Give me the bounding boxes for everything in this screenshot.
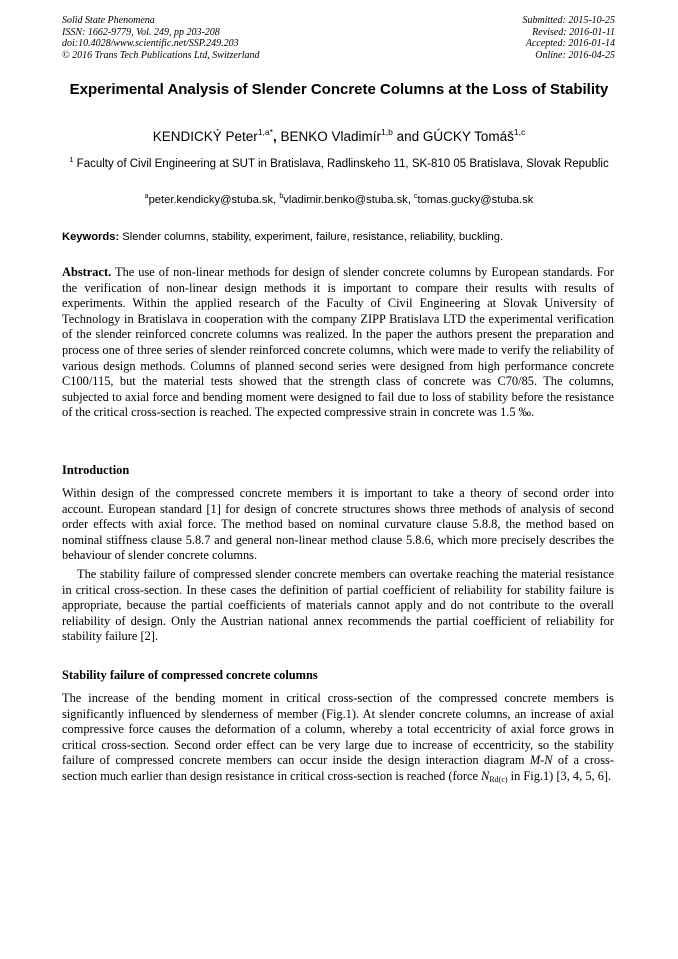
email-mark: c [414,193,418,200]
affiliation-text: Faculty of Civil Engineering at SUT in Bratislava, Radlinskeho 11, SK-810 05 Bratislava, Slovak Republic [73,158,609,170]
email-link[interactable]: tomas.gucky@stuba.sk [417,194,534,206]
publication-dates [523,15,616,61]
introduction-paragraph: The stability failure of compressed slender concrete members can overtake reaching the material resistance in critical cross-section. In these cases the definition of partial coefficient of reliability for stability failure is appropriate, because the partial coefficients of materials cannot apply and do not contribute to the overall reliability of design. Only the Austrian national annex recommends the partial coefficient of reliability for stability failure [2]. [62,567,614,644]
abstract [62,265,614,421]
paper-title: Experimental Analysis of Slender Concrete Columns at the Loss of Stability [69,81,609,98]
author-list [62,128,616,145]
author-affil-mark: 1,b [380,127,393,137]
introduction-paragraph: Within design of the compressed concrete members it is important to take a theory of second order into account. European standard [1] for design of concrete structures shows three methods of analysis of second order effects with axial force. The method based on nominal curvature clause 5.8.8, the method based on nominal stiffness clause 5.8.7 and general non-linear method clause 5.8.6, which more precisely describes the behaviour of slender concrete columns. [62,486,614,563]
email-mark: b [279,193,284,200]
force-subscript: Rd(c) [489,774,508,784]
author-name: KENDICKÝ Peter [152,129,258,144]
journal-copyright: © 2016 Trans Tech Publications Ltd, Switzerland [62,49,260,61]
keywords [62,230,616,244]
journal-issn: ISSN: 1662-9779, Vol. 249, pp 203-208 [62,26,220,38]
force-symbol: N [481,768,490,783]
email-separator: , [273,194,280,206]
author-emails [62,193,616,207]
section-heading-stability: Stability failure of compressed concrete columns [62,668,318,682]
diagram-symbol: M-N [529,753,553,768]
author-name: BENKO Vladimír [280,129,381,144]
revised-date: Revised: 2016-01-11 [532,26,615,38]
email-link[interactable]: vladimir.benko@stuba.sk [283,194,408,206]
paragraph-text: The increase of the bending moment in critical cross-section of the compressed concrete members is significantly influenced by slenderness of member (Fig.1). At slender concrete columns, an increase of axial compressive force causes the deformation of a column, whereby a total eccentricity of axial force grows in critical cross-section. Second order effect can be very large due to increase of eccentricity, so the stability failure of compressed concrete members can occur inside the design interaction diagram [62,691,614,768]
accepted-date: Accepted: 2016-01-14 [525,38,615,49]
journal-name: Solid State Phenomena [62,15,155,26]
keywords-text: Slender columns, stability, experiment, failure, resistance, reliability, buckling. [119,231,504,243]
submitted-date: Submitted: 2015-10-25 [522,15,615,26]
author-affil-mark: 1,c [513,127,526,137]
abstract-text: The use of non-linear methods for design of slender concrete columns by European standards. For the verification of non-linear design methods it is important to compare their results with results of experiments. Within the applied research of the Faculty of Civil Engineering at Slovak University of Technology in Bratislava in cooperation with the company ZIPP Bratislava LTD the experimental verification of the slender reinforced concrete columns was realized. In the paper the authors present the preparation and process one of three series of slender reinforced concrete columns, which were made to verify the reliability of various design methods. Columns of planned second series were designed from high performance concrete C100/115, but the material tests showed that the strength class of concrete was C70/85. The columns, subjected to axial force and bending moment were designed to fail due to loss of stability before the resistance of the critical cross-section is reached. The expected compressive strain in concrete was 1.5 ‰. [62,265,614,420]
affiliation [66,157,612,172]
section-heading-introduction: Introduction [62,463,130,477]
email-link[interactable]: peter.kendicky@stuba.sk [148,194,274,206]
stability-paragraph [62,691,614,785]
keywords-label: Keywords: [62,231,120,243]
paragraph-text: in Fig.1) [3, 4, 5, 6]. [507,768,612,783]
journal-doi: doi:10.4028/www.scientific.net/SSP.249.203 [62,38,239,49]
abstract-label: Abstract. [62,265,112,279]
author-separator: and [392,129,423,144]
author-name: GÚCKY Tomáš [422,129,514,144]
author-affil-mark: 1,a* [257,127,273,137]
online-date: Online: 2016-04-25 [535,49,615,61]
email-separator: , [407,194,414,206]
affiliation-mark: 1 [69,155,74,164]
journal-info [62,15,260,61]
paragraph-text: of a cross-section much earlier than design resistance in critical cross-section is reached (force [62,753,614,783]
author-separator: , [272,129,281,144]
email-mark: a [144,193,149,200]
